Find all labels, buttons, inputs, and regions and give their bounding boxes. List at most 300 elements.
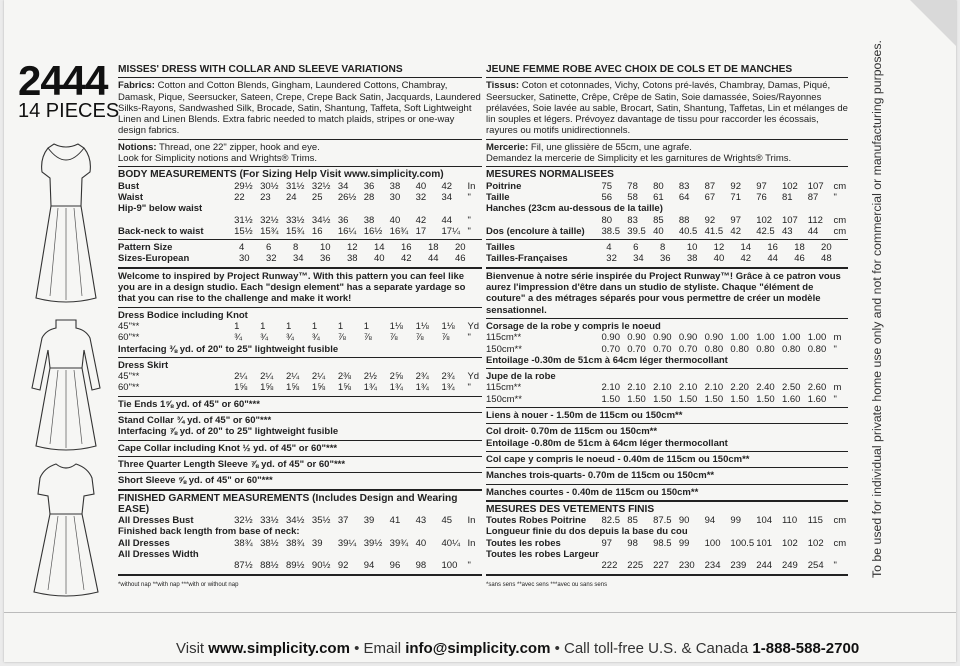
skirt-yardage-table bbox=[486, 382, 848, 405]
table-cell: 76 bbox=[756, 191, 767, 203]
table-cell: 2¼ bbox=[234, 371, 248, 383]
table-cell: 40 bbox=[653, 225, 664, 237]
table-cell: 1⅛ bbox=[389, 320, 403, 332]
table-cell: 1 bbox=[363, 320, 370, 332]
stand-collar: Col droit- 0.70m de 115cm ou 150cm** bbox=[486, 426, 658, 438]
table-row bbox=[486, 538, 848, 549]
table-cell: 1⅛ bbox=[441, 320, 455, 332]
row-label: 60"** bbox=[118, 332, 140, 344]
row-label bbox=[486, 215, 602, 226]
table-cell: 99 bbox=[678, 537, 690, 549]
welcome-text: Bienvenue à notre série inspirée du Project Runway™! Grâce à ce patron vous aurez l'impression d'être dans un studio de styliste. Chaque "élément de couture" a des métrages séparés pour vous permettre de créer un modèle sensationnel. bbox=[486, 270, 841, 316]
fabrics-paragraph bbox=[118, 80, 482, 136]
table-cell: 2.10 bbox=[678, 382, 698, 394]
table-cell: 1 bbox=[337, 320, 344, 332]
bodice-interfacing: Entoilage -0.30m de 51cm à 64cm léger thermocollant bbox=[486, 354, 728, 366]
table-cell: 107 bbox=[781, 214, 798, 226]
table-cell: 227 bbox=[653, 560, 669, 572]
table-row bbox=[118, 215, 482, 226]
unit-cell: m bbox=[833, 382, 842, 394]
body-measurements-title: MESURES NORMALISEES bbox=[486, 169, 614, 181]
notions-look: Look for Simplicity notions and Wrights® Trims. bbox=[118, 153, 318, 165]
website-link[interactable]: www.simplicity.com bbox=[208, 640, 350, 657]
table-cell: 0.80 bbox=[730, 343, 749, 355]
table-cell: 2¼ bbox=[285, 371, 300, 383]
table-cell: 40¼ bbox=[441, 537, 461, 549]
table-cell: 44 bbox=[441, 214, 453, 226]
table-cell: 0.90 bbox=[678, 332, 698, 344]
table-cell: 26½ bbox=[337, 191, 357, 203]
table-cell: 39.5 bbox=[627, 225, 646, 237]
table-cell: 1¾ bbox=[389, 382, 403, 394]
row-label bbox=[118, 215, 234, 226]
unit-cell: cm bbox=[833, 214, 847, 226]
table-cell: 14 bbox=[373, 242, 385, 254]
table-cell: 100 bbox=[704, 537, 721, 549]
measurement-table bbox=[118, 515, 482, 571]
finished-measurements-table bbox=[118, 515, 482, 571]
table-cell: 30 bbox=[238, 253, 250, 265]
table-cell: 18 bbox=[427, 242, 439, 254]
table-cell: 16 bbox=[767, 242, 778, 254]
table-row bbox=[486, 382, 848, 393]
table-cell: 44 bbox=[767, 253, 778, 265]
table-cell: 99 bbox=[730, 515, 741, 527]
pattern-number: 2444 bbox=[18, 57, 108, 104]
body-measurements-table bbox=[486, 181, 848, 237]
notions-paragraph bbox=[118, 142, 482, 153]
table-cell: 2.10 bbox=[653, 382, 672, 394]
table-cell: 8 bbox=[292, 242, 299, 254]
divider bbox=[486, 267, 848, 269]
row-label: 45"** bbox=[118, 320, 140, 332]
table-row bbox=[486, 560, 848, 571]
table-cell: 0.70 bbox=[601, 343, 620, 355]
table-cell: 1.60 bbox=[807, 393, 827, 405]
table-cell: 15¾ bbox=[260, 225, 279, 237]
table-cell: 90 bbox=[678, 515, 690, 527]
table-cell: 12 bbox=[346, 242, 358, 254]
notions-text: Thread, one 22" zipper, hook and eye. bbox=[159, 141, 320, 153]
page-fold bbox=[910, 0, 956, 46]
unit-cell: Yd bbox=[467, 371, 480, 383]
table-cell: 16 bbox=[311, 225, 323, 237]
table-cell: 30 bbox=[389, 191, 401, 203]
divider bbox=[486, 368, 848, 369]
table-cell: 98.5 bbox=[653, 537, 672, 549]
table-cell: 42 bbox=[441, 180, 453, 192]
table-cell: 1¾ bbox=[415, 382, 429, 394]
table-cell: 0.90 bbox=[704, 332, 724, 344]
table-cell: 80 bbox=[653, 180, 664, 192]
english-title: MISSES' DRESS WITH COLLAR AND SLEEVE VARIATIONS bbox=[118, 64, 403, 75]
stand-collar-interfacing: Entoilage -0.80m de 51cm à 64cm léger thermocollant bbox=[486, 437, 728, 449]
table-cell: 1.50 bbox=[730, 393, 749, 405]
table-cell: 87.5 bbox=[653, 515, 672, 527]
stand-collar: Stand Collar ¾ yd. of 45" or 60"*** bbox=[118, 415, 272, 427]
table-cell: 35½ bbox=[311, 515, 331, 527]
cape-collar: Col cape y compris le noeud - 0.40m de 115cm ou 150cm** bbox=[486, 453, 750, 465]
table-cell: ¾ bbox=[234, 332, 243, 344]
table-cell: 39 bbox=[311, 537, 323, 549]
table-cell: 32½ bbox=[260, 214, 279, 226]
table-cell: 0.80 bbox=[756, 343, 775, 355]
table-cell: 0.90 bbox=[653, 332, 672, 344]
table-cell: 0.90 bbox=[627, 332, 646, 344]
table-cell: ¾ bbox=[260, 332, 268, 344]
measurement-table bbox=[486, 181, 848, 237]
table-cell: 1⅝ bbox=[234, 382, 248, 394]
table-cell: 97 bbox=[601, 537, 613, 549]
table-cell: 1.00 bbox=[781, 332, 801, 344]
unit-cell: " bbox=[833, 560, 837, 572]
body-measurements-title: BODY MEASUREMENTS (For Sizing Help Visit www.simplicity.com) bbox=[118, 169, 444, 181]
unit-cell: " bbox=[833, 393, 837, 405]
table-cell: 96 bbox=[389, 560, 401, 572]
table-cell: 6 bbox=[265, 242, 272, 254]
measurement-table bbox=[118, 321, 482, 344]
table-cell: 32 bbox=[265, 253, 277, 265]
table-cell: 40 bbox=[415, 180, 427, 192]
unit-cell: cm bbox=[833, 515, 847, 527]
table-cell: 36 bbox=[363, 180, 375, 192]
table-cell: 14 bbox=[740, 242, 752, 254]
table-cell: 80 bbox=[601, 214, 613, 226]
row-label: Dos (encolure à taille) bbox=[486, 225, 585, 237]
table-cell: 230 bbox=[678, 560, 695, 572]
unit-cell: " bbox=[833, 191, 837, 203]
table-cell: 31½ bbox=[285, 180, 305, 192]
three-quarter-sleeve: Three Quarter Length Sleeve ⅞ yd. of 45" or 60"*** bbox=[118, 458, 346, 470]
table-row bbox=[118, 371, 482, 382]
table-cell: 38.5 bbox=[601, 225, 620, 237]
table-cell: 89½ bbox=[285, 560, 305, 572]
three-quarter-sleeve: Manches trois-quarts- 0.70m de 115cm ou 150cm** bbox=[486, 470, 715, 482]
table-cell: 38 bbox=[346, 253, 358, 265]
phone-number: 1-888-588-2700 bbox=[752, 640, 860, 657]
footnote: *sans sens **avec sens ***avec ou sans sens bbox=[486, 581, 608, 588]
table-cell: 38¾ bbox=[285, 537, 305, 549]
table-cell: 39 bbox=[363, 515, 375, 527]
table-cell: 98 bbox=[415, 560, 427, 572]
table-cell: 16¾ bbox=[389, 225, 409, 237]
notions-label: Mercerie: bbox=[486, 141, 529, 153]
table-row bbox=[486, 215, 848, 226]
table-cell: ⅞ bbox=[337, 332, 346, 344]
table-cell: 249 bbox=[781, 560, 798, 572]
table-cell: 67 bbox=[704, 191, 716, 203]
table-row bbox=[118, 538, 482, 549]
welcome-text: Welcome to inspired by Project Runway™. With this pattern you can feel like you are in a design studio. Each "design element" has a separate yardage so that you can rise to the challenge and make it work! bbox=[118, 270, 466, 305]
unit-cell: cm bbox=[833, 537, 847, 549]
table-cell: 0.90 bbox=[601, 332, 620, 344]
row-label: Hip-9" below waist bbox=[118, 203, 203, 215]
notions-label: Notions: bbox=[118, 141, 157, 153]
bodice-yardage-table bbox=[486, 332, 848, 355]
stand-collar-interfacing: Interfacing ⅞ yd. of 20" to 25" lightweight fusible bbox=[118, 426, 339, 438]
row-label: Waist bbox=[118, 191, 143, 203]
table-row bbox=[486, 526, 848, 537]
table-cell: 104 bbox=[756, 515, 773, 527]
pattern-envelope bbox=[4, 0, 956, 662]
unit-cell: In bbox=[467, 180, 476, 192]
divider bbox=[118, 307, 482, 308]
size-table bbox=[486, 242, 848, 265]
table-cell: 110 bbox=[781, 515, 798, 527]
table-cell: 4 bbox=[238, 242, 245, 254]
divider bbox=[486, 423, 848, 424]
table-row bbox=[118, 560, 482, 571]
table-cell: 85 bbox=[627, 515, 638, 527]
table-cell: 37 bbox=[337, 515, 349, 527]
table-cell: 1.50 bbox=[704, 393, 724, 405]
divider bbox=[118, 357, 482, 358]
row-label: Tailles-Françaises bbox=[486, 253, 568, 265]
table-cell: 39½ bbox=[363, 537, 383, 549]
table-cell: 1⅝ bbox=[260, 382, 274, 394]
unit-cell: m bbox=[833, 332, 842, 344]
table-cell: 85 bbox=[653, 214, 664, 226]
table-cell: 42 bbox=[740, 253, 752, 265]
notions-text: Fil, une glissière de 55cm, une agrafe. bbox=[530, 141, 692, 153]
table-cell: 102 bbox=[781, 537, 798, 549]
table-cell: 71 bbox=[730, 191, 741, 203]
table-cell: 61 bbox=[653, 191, 664, 203]
table-cell: 81 bbox=[781, 191, 793, 203]
skirt-title: Dress Skirt bbox=[118, 359, 169, 371]
measurement-table bbox=[486, 515, 848, 571]
table-cell: 18 bbox=[794, 242, 805, 254]
divider bbox=[486, 407, 848, 408]
table-cell: 20 bbox=[821, 242, 832, 254]
table-cell: 2.20 bbox=[730, 382, 749, 394]
table-cell: 1⅝ bbox=[337, 382, 352, 394]
table-cell: 25 bbox=[311, 191, 323, 203]
table-row bbox=[486, 203, 848, 214]
email-link[interactable]: info@simplicity.com bbox=[405, 640, 551, 657]
body-measurements-table bbox=[118, 181, 482, 237]
table-cell: 16½ bbox=[363, 225, 383, 237]
table-cell: 30½ bbox=[260, 180, 279, 192]
table-cell: 234 bbox=[704, 560, 721, 572]
table-row bbox=[118, 242, 482, 253]
unit-cell: " bbox=[467, 332, 471, 344]
table-cell: 16 bbox=[400, 242, 412, 254]
table-cell: 29½ bbox=[234, 180, 253, 192]
unit-cell: cm bbox=[833, 180, 847, 192]
table-cell: 112 bbox=[807, 214, 823, 226]
table-cell: 92 bbox=[337, 560, 349, 572]
table-row bbox=[118, 253, 482, 264]
row-label: Toutes Robes Poitrine bbox=[486, 515, 587, 527]
finished-measurements-title: MESURES DES VETEMENTS FINIS bbox=[486, 503, 655, 515]
table-cell: 12 bbox=[713, 242, 725, 254]
table-cell: 34 bbox=[633, 253, 644, 265]
table-cell: 32½ bbox=[234, 515, 253, 527]
table-cell: 94 bbox=[363, 560, 375, 572]
divider bbox=[486, 484, 848, 485]
table-cell: ¾ bbox=[285, 332, 294, 344]
measurement-table bbox=[118, 181, 482, 237]
table-cell: 0.70 bbox=[627, 343, 646, 355]
table-cell: 17¼ bbox=[441, 225, 461, 237]
table-cell: 40 bbox=[389, 214, 401, 226]
table-cell: 32 bbox=[606, 253, 617, 265]
table-cell: 33½ bbox=[285, 214, 305, 226]
table-cell: 38¾ bbox=[234, 537, 253, 549]
table-cell: 15¾ bbox=[285, 225, 305, 237]
table-cell: 46 bbox=[794, 253, 805, 265]
cape-collar: Cape Collar including Knot ½ yd. of 45" or 60"*** bbox=[118, 442, 338, 454]
tie-ends: Liens à nouer - 1.50m de 115cm ou 150cm** bbox=[486, 410, 683, 422]
table-cell: 1.50 bbox=[653, 393, 672, 405]
table-cell: 2⅝ bbox=[389, 371, 403, 383]
table-cell: 43 bbox=[781, 225, 793, 237]
table-cell: 92 bbox=[704, 214, 716, 226]
table-cell: 48 bbox=[821, 253, 832, 265]
table-cell: 0.80 bbox=[807, 343, 827, 355]
divider bbox=[486, 467, 848, 468]
table-row bbox=[118, 321, 482, 332]
table-cell: 17 bbox=[415, 225, 427, 237]
table-cell: 44 bbox=[427, 253, 439, 265]
table-cell: 0.70 bbox=[653, 343, 672, 355]
unit-cell: " bbox=[833, 343, 837, 355]
row-label: Tailles bbox=[486, 242, 515, 254]
measurement-table bbox=[118, 242, 482, 265]
french-instructions bbox=[486, 64, 848, 589]
table-row bbox=[118, 181, 482, 192]
table-cell: 94 bbox=[704, 515, 716, 527]
table-cell: 1.00 bbox=[807, 332, 827, 344]
fabrics-label: Fabrics: bbox=[118, 80, 155, 92]
row-label: 115cm** bbox=[486, 332, 522, 344]
table-cell: 56 bbox=[601, 191, 613, 203]
table-cell: 28 bbox=[363, 191, 375, 203]
table-cell: 1⅝ bbox=[311, 382, 326, 394]
table-row bbox=[118, 515, 482, 526]
table-cell: 10 bbox=[686, 242, 698, 254]
row-label: Toutes les robes Largeur bbox=[486, 548, 599, 560]
table-cell: 98 bbox=[627, 537, 638, 549]
divider bbox=[486, 574, 848, 576]
fabrics-text: Coton et cotonnades, Vichy, Cotons pré-lavés, Chambray, Damas, Piqué, Seersucker, Satinette, Crêpe, Crêpe de Satin, Soie damassée, Soies/Rayonnes prélavées, Soie lavée au sable, Brocart, Satin, Shantung, Taffetas, Lin et mélanges de lin souples et légers. Prévoyez davantage de tissu pour raccorder les écossais, rayures ou motifs unidirectionnels. bbox=[486, 80, 848, 137]
table-cell: 0.80 bbox=[704, 343, 724, 355]
table-cell: 8 bbox=[659, 242, 666, 254]
notions-paragraph bbox=[486, 142, 848, 153]
skirt-title: Jupe de la robe bbox=[486, 371, 556, 383]
english-instructions bbox=[118, 64, 482, 589]
table-cell: 2.10 bbox=[601, 382, 620, 394]
unit-cell: In bbox=[467, 515, 476, 527]
table-cell: 1.50 bbox=[627, 393, 646, 405]
table-cell: 102 bbox=[807, 537, 824, 549]
table-row bbox=[486, 332, 848, 343]
divider bbox=[118, 412, 482, 413]
table-cell: 42 bbox=[415, 214, 427, 226]
dress-sketch-three-quarter-sleeve bbox=[26, 316, 106, 454]
table-row bbox=[118, 526, 482, 537]
unit-cell: In bbox=[467, 537, 476, 549]
table-cell: 46 bbox=[454, 253, 466, 265]
unit-cell: " bbox=[467, 560, 471, 572]
table-cell: 222 bbox=[601, 560, 618, 572]
fabrics-label: Tissus: bbox=[486, 80, 520, 92]
divider bbox=[486, 500, 848, 502]
row-label: Sizes-European bbox=[118, 253, 190, 265]
table-cell: 0.70 bbox=[678, 343, 698, 355]
unit-cell: " bbox=[467, 225, 471, 237]
table-cell: 38 bbox=[389, 180, 401, 192]
table-cell: 43 bbox=[415, 515, 427, 527]
table-cell: 102 bbox=[781, 180, 798, 192]
divider bbox=[118, 166, 482, 167]
dress-sketch-cape-collar bbox=[26, 138, 106, 308]
table-cell: 36 bbox=[659, 253, 671, 265]
bodice-interfacing: Interfacing ⅜ yd. of 20" to 25" lightweight fusible bbox=[118, 343, 339, 355]
divider bbox=[118, 489, 482, 491]
table-cell: 225 bbox=[627, 560, 644, 572]
table-cell: 102 bbox=[756, 214, 773, 226]
divider bbox=[118, 77, 482, 78]
finished-measurements-title: FINISHED GARMENT MEASUREMENTS (Includes Design and Wearing EASE) bbox=[118, 492, 458, 515]
table-row bbox=[486, 192, 848, 203]
table-cell: 58 bbox=[627, 191, 638, 203]
table-cell: 2.50 bbox=[781, 382, 801, 394]
divider bbox=[118, 239, 482, 240]
contact-line bbox=[176, 640, 859, 657]
divider bbox=[118, 267, 482, 269]
table-row bbox=[118, 203, 482, 214]
divider bbox=[486, 239, 848, 240]
row-label: Toutes les robes bbox=[486, 537, 561, 549]
table-cell: 39¾ bbox=[389, 537, 409, 549]
finished-measurements-table bbox=[486, 515, 848, 571]
table-cell: 2.40 bbox=[756, 382, 775, 394]
divider bbox=[118, 574, 482, 576]
table-cell: 78 bbox=[627, 180, 638, 192]
table-cell: 2⅜ bbox=[337, 371, 352, 383]
notions-look: Demandez la mercerie de Simplicity et les garnitures de Wrights® Trims. bbox=[486, 153, 792, 165]
row-label: Longueur finie du dos depuis la base du cou bbox=[486, 526, 688, 538]
table-cell: 0.80 bbox=[781, 343, 801, 355]
table-cell: 87½ bbox=[234, 560, 253, 572]
table-cell: 20 bbox=[454, 242, 466, 254]
row-label: Hanches (23cm au-dessous de la taille) bbox=[486, 203, 663, 215]
table-cell: 34½ bbox=[311, 214, 331, 226]
divider bbox=[486, 166, 848, 167]
short-sleeve: Short Sleeve ⅝ yd. of 45" or 60"*** bbox=[118, 475, 273, 487]
table-cell: 39¼ bbox=[337, 537, 357, 549]
table-cell: 1 bbox=[285, 320, 292, 332]
table-cell: 1⅛ bbox=[415, 320, 429, 332]
table-cell: 1.50 bbox=[678, 393, 698, 405]
table-cell: 24 bbox=[285, 191, 297, 203]
table-cell: 2.10 bbox=[704, 382, 724, 394]
table-cell: 2¾ bbox=[415, 371, 429, 383]
table-cell: 75 bbox=[601, 180, 613, 192]
table-cell: 42 bbox=[400, 253, 412, 265]
row-label: 45"** bbox=[118, 371, 140, 383]
table-cell: 40 bbox=[713, 253, 725, 265]
table-row bbox=[486, 344, 848, 355]
measurement-table bbox=[486, 242, 848, 265]
table-cell: ⅞ bbox=[389, 332, 398, 344]
table-cell: 4 bbox=[606, 242, 612, 254]
divider bbox=[118, 440, 482, 441]
table-cell: 1¾ bbox=[363, 382, 377, 394]
row-label: Finished back length from base of neck: bbox=[118, 526, 300, 538]
